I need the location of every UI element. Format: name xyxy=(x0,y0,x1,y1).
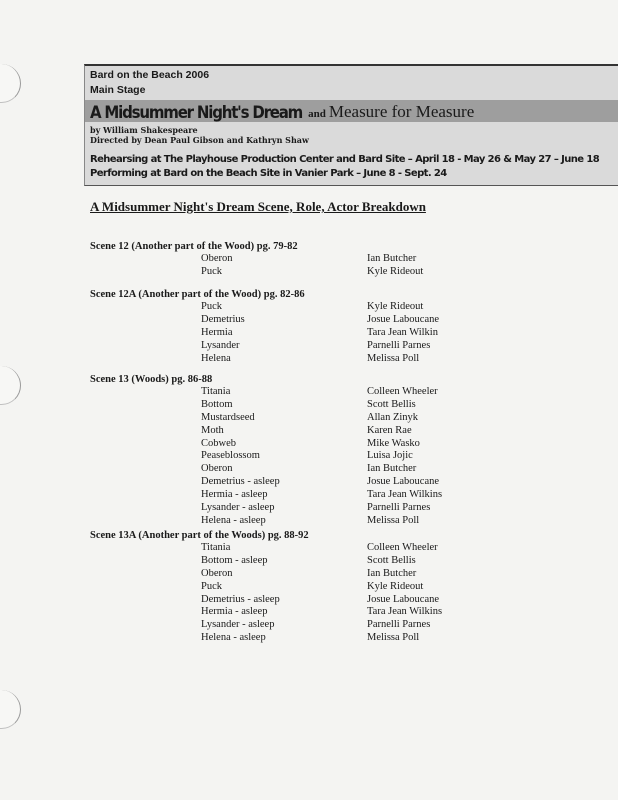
role: Puck xyxy=(201,580,222,592)
role: Mustardseed xyxy=(201,411,255,423)
stage-name: Main Stage xyxy=(90,84,146,96)
role: Hermia - asleep xyxy=(201,606,268,618)
table-row xyxy=(90,450,590,463)
scene-block xyxy=(90,288,590,365)
role: Demetrius - asleep xyxy=(201,593,280,605)
table-row xyxy=(90,266,590,279)
scene-block xyxy=(90,240,590,279)
table-row xyxy=(90,353,590,366)
role: Hermia xyxy=(201,326,233,338)
table-row xyxy=(90,515,590,528)
actor: Parnelli Parnes xyxy=(367,619,431,631)
table-row xyxy=(90,412,590,425)
actor: Colleen Wheeler xyxy=(367,542,438,553)
play-title-2: Measure for Measure xyxy=(328,102,475,121)
table-row xyxy=(90,489,590,502)
title-and: and xyxy=(308,108,326,120)
actor: Karen Rae xyxy=(367,424,412,436)
role: Oberon xyxy=(201,253,233,264)
role: Helena xyxy=(201,352,231,364)
actor: Parnelli Parnes xyxy=(367,502,431,514)
actor: Melissa Poll xyxy=(367,352,420,364)
role: Puck xyxy=(201,265,222,277)
table-row xyxy=(90,594,590,607)
role: Moth xyxy=(201,424,224,436)
role: Lysander - asleep xyxy=(201,619,275,631)
table-row xyxy=(90,438,590,451)
table-row xyxy=(90,476,590,489)
actor: Tara Jean Wilkins xyxy=(367,489,443,501)
actor: Tara Jean Wilkin xyxy=(367,326,438,338)
actor: Parnelli Parnes xyxy=(367,339,431,351)
actor: Kyle Rideout xyxy=(367,580,424,592)
role: Oberon xyxy=(201,463,233,475)
punch-hole-bottom xyxy=(0,690,21,729)
table-row xyxy=(90,606,590,619)
play-titles xyxy=(90,102,474,122)
actor: Colleen Wheeler xyxy=(367,386,438,397)
actor: Tara Jean Wilkins xyxy=(367,606,443,618)
role: Peaseblossom xyxy=(201,450,260,462)
table-row xyxy=(90,425,590,438)
actor: Josue Laboucane xyxy=(367,313,440,325)
punch-hole-middle xyxy=(0,366,21,405)
table-row xyxy=(90,568,590,581)
actor: Scott Bellis xyxy=(367,554,416,566)
role: Demetrius - asleep xyxy=(201,476,280,488)
role: Cobweb xyxy=(201,437,236,449)
org-name: Bard on the Beach 2006 xyxy=(90,69,210,81)
actor: Scott Bellis xyxy=(367,398,416,410)
table-row xyxy=(90,555,590,568)
table-row xyxy=(90,581,590,594)
role: Lysander - asleep xyxy=(201,502,275,514)
table-row xyxy=(90,340,590,353)
actor: Josue Laboucane xyxy=(367,476,440,488)
header-box xyxy=(84,64,618,186)
scene-heading: Scene 13 (Woods) pg. 86-88 xyxy=(90,374,213,385)
table-row xyxy=(90,253,590,266)
table-row xyxy=(90,327,590,340)
table-row xyxy=(90,542,590,555)
role: Lysander xyxy=(201,339,240,351)
actor: Ian Butcher xyxy=(367,463,417,475)
punch-hole-top xyxy=(0,64,21,103)
role: Helena - asleep xyxy=(201,514,266,526)
scene-heading: Scene 12 (Another part of the Wood) pg. 79-82 xyxy=(90,241,298,252)
scene-heading: Scene 13A (Another part of the Woods) pg. 88-92 xyxy=(90,530,309,541)
table-row xyxy=(90,502,590,515)
author-line: by William Shakespeare xyxy=(90,125,198,135)
actor: Luisa Jojic xyxy=(367,450,413,462)
role: Titania xyxy=(201,386,231,397)
table-row xyxy=(90,386,590,399)
table-row xyxy=(90,301,590,314)
scene-block xyxy=(90,529,590,645)
role: Helena - asleep xyxy=(201,632,266,644)
actor: Allan Zinyk xyxy=(367,411,419,423)
table-row xyxy=(90,463,590,476)
actor: Ian Butcher xyxy=(367,567,417,579)
role: Demetrius xyxy=(201,313,245,325)
actor: Kyle Rideout xyxy=(367,265,424,277)
sheet-title: A Midsummer Night's Dream Scene, Role, Actor Breakdown xyxy=(90,199,426,214)
performance-line: Performing at Bard on the Beach Site in Vanier Park – June 8 - Sept. 24 xyxy=(90,168,447,179)
table-row xyxy=(90,619,590,632)
role: Hermia - asleep xyxy=(201,489,268,501)
rehearsal-line: Rehearsing at The Playhouse Production Center and Bard Site – April 18 - May 26 & May 27 – June 18 xyxy=(90,154,600,165)
actor: Melissa Poll xyxy=(367,632,420,644)
actor: Melissa Poll xyxy=(367,514,420,526)
actor: Mike Wasko xyxy=(367,437,420,449)
table-row xyxy=(90,399,590,412)
role: Titania xyxy=(201,542,231,553)
actor: Ian Butcher xyxy=(367,253,417,264)
role: Bottom - asleep xyxy=(201,554,268,566)
scene-heading: Scene 12A (Another part of the Wood) pg. 82-86 xyxy=(90,289,305,300)
role: Puck xyxy=(201,301,222,312)
table-row xyxy=(90,314,590,327)
scene-block xyxy=(90,373,590,528)
actor: Kyle Rideout xyxy=(367,301,424,312)
play-title-1: A Midsummer Night's Dream xyxy=(90,101,303,123)
role: Bottom xyxy=(201,398,233,410)
director-line: Directed by Dean Paul Gibson and Kathryn Shaw xyxy=(90,135,309,145)
role: Oberon xyxy=(201,567,233,579)
table-row xyxy=(90,632,590,645)
actor: Josue Laboucane xyxy=(367,593,440,605)
